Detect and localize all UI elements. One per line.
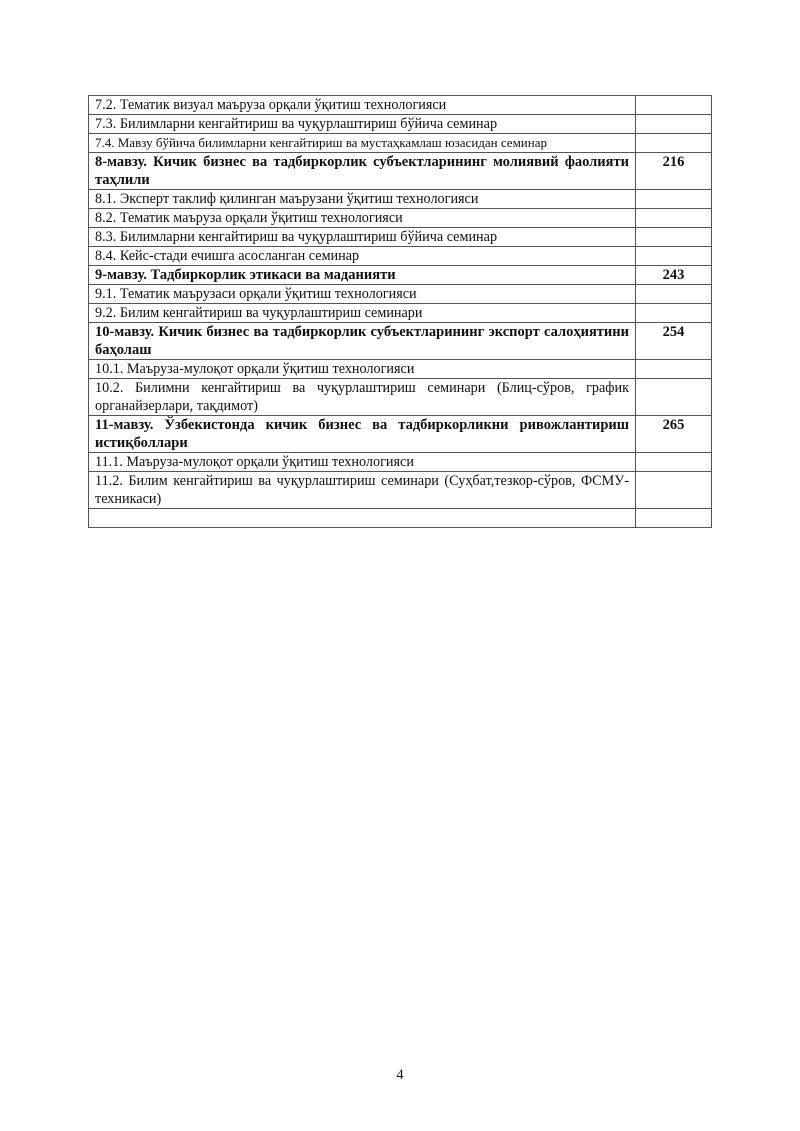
topic-page-number: 265 bbox=[636, 416, 712, 453]
row-title: 8.3. Билимларни кенгайтириш ва чуқурлаштириш бўйича семинар bbox=[89, 228, 636, 247]
table-row bbox=[89, 472, 712, 509]
row-page-number bbox=[636, 509, 712, 528]
row-page-number bbox=[636, 96, 712, 115]
row-title: 10.2. Билимни кенгайтириш ва чуқурлаштириш семинари (Блиц-сўров, график органайзерлари, тақдимот) bbox=[89, 379, 636, 416]
row-page-number bbox=[636, 360, 712, 379]
table-row bbox=[89, 228, 712, 247]
table-of-contents bbox=[88, 95, 712, 528]
topic-page-number: 243 bbox=[636, 266, 712, 285]
topic-title: 8-мавзу. Кичик бизнес ва тадбиркорлик субъектларининг молиявий фаолияти таҳлили bbox=[89, 153, 636, 190]
row-page-number bbox=[636, 134, 712, 153]
table-row-topic bbox=[89, 416, 712, 453]
row-page-number bbox=[636, 115, 712, 134]
row-title: 7.3. Билимларни кенгайтириш ва чуқурлаштириш бўйича семинар bbox=[89, 115, 636, 134]
table-row bbox=[89, 115, 712, 134]
row-title: 8.2. Тематик маъруза орқали ўқитиш технологияси bbox=[89, 209, 636, 228]
topic-title: 11-мавзу. Ўзбекистонда кичик бизнес ва тадбиркорликни ривожлантириш истиқболлари bbox=[89, 416, 636, 453]
row-title: 8.4. Кейс-стади ечишга асосланган семинар bbox=[89, 247, 636, 266]
row-title bbox=[89, 509, 636, 528]
table-row-empty bbox=[89, 509, 712, 528]
page-number: 4 bbox=[396, 1067, 404, 1083]
row-title: 7.4. Мавзу бўйича билимларни кенгайтириш ва мустаҳкамлаш юзасидан семинар bbox=[89, 134, 636, 153]
table-row-topic bbox=[89, 323, 712, 360]
topic-page-number: 216 bbox=[636, 153, 712, 190]
table-row bbox=[89, 190, 712, 209]
row-title: 9.2. Билим кенгайтириш ва чуқурлаштириш семинари bbox=[89, 304, 636, 323]
row-title: 11.2. Билим кенгайтириш ва чуқурлаштириш семинари (Суҳбат,тезкор-сўров, ФСМУ-техникаси) bbox=[89, 472, 636, 509]
row-page-number bbox=[636, 379, 712, 416]
table-row bbox=[89, 360, 712, 379]
row-page-number bbox=[636, 228, 712, 247]
row-page-number bbox=[636, 472, 712, 509]
topic-title: 9-мавзу. Тадбиркорлик этикаси ва маданияти bbox=[89, 266, 636, 285]
table-row bbox=[89, 134, 712, 153]
row-title: 9.1. Тематик маърузаси орқали ўқитиш технологияси bbox=[89, 285, 636, 304]
row-title: 10.1. Маъруза-мулоқот орқали ўқитиш технологияси bbox=[89, 360, 636, 379]
row-page-number bbox=[636, 285, 712, 304]
row-page-number bbox=[636, 209, 712, 228]
table-row-topic bbox=[89, 266, 712, 285]
table-row bbox=[89, 96, 712, 115]
table-row bbox=[89, 304, 712, 323]
row-title: 8.1. Эксперт таклиф қилинган маърузани ўқитиш технологияси bbox=[89, 190, 636, 209]
row-title: 11.1. Маъруза-мулоқот орқали ўқитиш технологияси bbox=[89, 453, 636, 472]
table-row bbox=[89, 209, 712, 228]
table-row-topic bbox=[89, 153, 712, 190]
row-page-number bbox=[636, 247, 712, 266]
row-page-number bbox=[636, 190, 712, 209]
table-row bbox=[89, 379, 712, 416]
topic-title: 10-мавзу. Кичик бизнес ва тадбиркорлик субъектларининг экспорт салоҳиятини баҳолаш bbox=[89, 323, 636, 360]
row-title: 7.2. Тематик визуал маъруза орқали ўқитиш технологияси bbox=[89, 96, 636, 115]
table-row bbox=[89, 285, 712, 304]
table-row bbox=[89, 247, 712, 266]
row-page-number bbox=[636, 304, 712, 323]
topic-page-number: 254 bbox=[636, 323, 712, 360]
row-page-number bbox=[636, 453, 712, 472]
table-row bbox=[89, 453, 712, 472]
